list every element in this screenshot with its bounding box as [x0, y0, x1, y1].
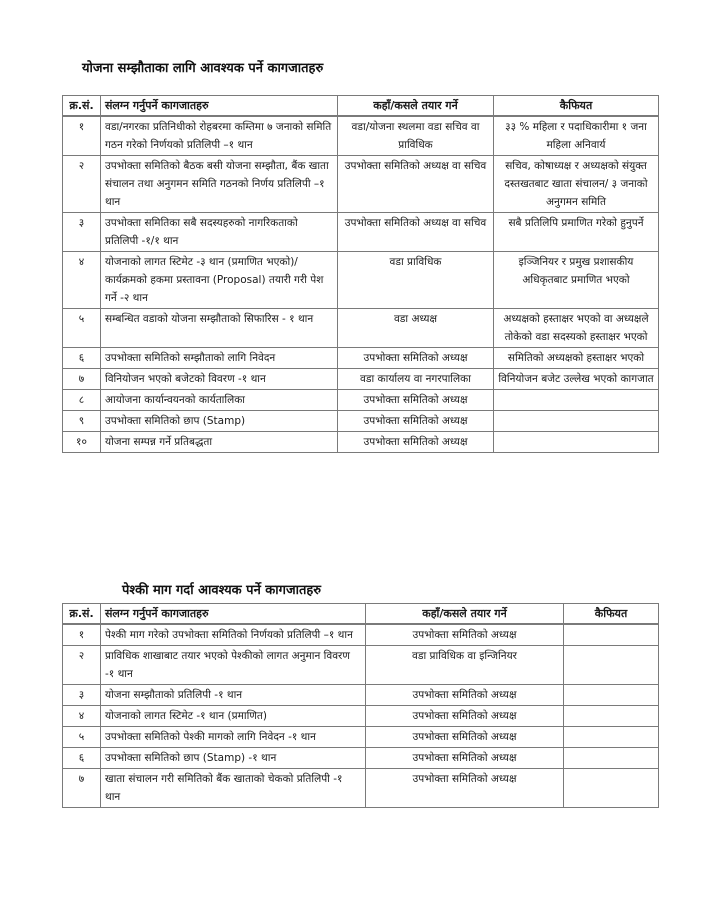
- table-row: [63, 646, 659, 685]
- row-document: उपभोक्ता समितिको छाप (Stamp): [101, 411, 338, 432]
- table-row: [63, 624, 659, 646]
- row-prepared-by: उपभोक्ता समितिको अध्यक्ष: [338, 411, 494, 432]
- row-remark: समितिको अध्यक्षको हस्ताक्षर भएको: [494, 348, 659, 369]
- section2-title: पेश्की माग गर्दा आवश्यक पर्ने कागजातहरु: [122, 583, 322, 598]
- row-remark: ३३ % महिला र पदाधिकारीमा १ जना महिला अनिवार्य: [494, 116, 659, 156]
- row-document: प्राविधिक शाखाबाट तयार भएको पेश्कीको लागत अनुमान विवरण -१ थान: [101, 646, 366, 685]
- row-prepared-by: उपभोक्ता समितिको अध्यक्ष: [338, 432, 494, 453]
- row-serial-number: ४: [63, 706, 101, 727]
- row-prepared-by: वडा अध्यक्ष: [338, 309, 494, 348]
- agreement-documents-table: [62, 95, 659, 453]
- table-row: [63, 706, 659, 727]
- table-row: [63, 432, 659, 453]
- row-prepared-by: उपभोक्ता समितिको अध्यक्ष वा सचिव: [338, 156, 494, 213]
- row-remark: इञ्जिनियर र प्रमुख प्रशासकीय अधिकृतबाट प्रमाणित भएको: [494, 252, 659, 309]
- row-remark: [564, 769, 659, 808]
- row-serial-number: ६: [63, 748, 101, 769]
- row-serial-number: ३: [63, 685, 101, 706]
- header-sn: क्र.सं.: [63, 604, 101, 625]
- row-prepared-by: उपभोक्ता समितिको अध्यक्ष: [366, 727, 564, 748]
- row-document: योजनाको लागत स्टिमेट -१ थान (प्रमाणित): [101, 706, 366, 727]
- section1-title: योजना सम्झौताका लागि आवश्यक पर्ने कागजातहरु: [82, 61, 324, 76]
- row-document: विनियोजन भएको बजेटको विवरण -१ थान: [101, 369, 338, 390]
- row-document: उपभोक्ता समितिका सबै सदस्यहरुको नागरिकताको प्रतिलिपी -१/१ थान: [101, 213, 338, 252]
- row-prepared-by: उपभोक्ता समितिको अध्यक्ष: [366, 685, 564, 706]
- table-row: [63, 213, 659, 252]
- row-remark: अध्यक्षको हस्ताक्षर भएको वा अध्यक्षले तोकेको वडा सदस्यको हस्ताक्षर भएको: [494, 309, 659, 348]
- table-row: [63, 685, 659, 706]
- row-remark: सचिव, कोषाध्यक्ष र अध्यक्षको संयुक्त दस्तखतबाट खाता संचालन/ ३ जनाको अनुगमन समिति: [494, 156, 659, 213]
- table-row: [63, 309, 659, 348]
- header-remarks: कैफियत: [564, 604, 659, 625]
- table-row: [63, 369, 659, 390]
- row-prepared-by: उपभोक्ता समितिको अध्यक्ष: [338, 348, 494, 369]
- row-serial-number: ५: [63, 309, 101, 348]
- header-sn: क्र.सं.: [63, 96, 101, 117]
- row-document: योजना सम्पन्न गर्ने प्रतिबद्धता: [101, 432, 338, 453]
- row-remark: [564, 748, 659, 769]
- row-serial-number: ६: [63, 348, 101, 369]
- table-row: [63, 252, 659, 309]
- row-document: उपभोक्ता समितिको छाप (Stamp) -१ थान: [101, 748, 366, 769]
- row-remark: [564, 706, 659, 727]
- header-documents: संलग्न गर्नुपर्ने कागजातहरु: [101, 96, 338, 117]
- row-serial-number: १: [63, 116, 101, 156]
- header-remarks: कैफियत: [494, 96, 659, 117]
- row-serial-number: ७: [63, 769, 101, 808]
- row-document: योजनाको लागत स्टिमेट -३ थान (प्रमाणित भएको)/कार्यक्रमको हकमा प्रस्तावना (Proposal) तयारी गरी पेश गर्ने -२ थान: [101, 252, 338, 309]
- row-prepared-by: वडा कार्यालय वा नगरपालिका: [338, 369, 494, 390]
- advance-request-documents-table: [62, 603, 659, 808]
- row-remark: [564, 727, 659, 748]
- row-serial-number: ८: [63, 390, 101, 411]
- row-serial-number: २: [63, 646, 101, 685]
- table-row: [63, 727, 659, 748]
- table-row: [63, 411, 659, 432]
- row-serial-number: ७: [63, 369, 101, 390]
- row-serial-number: ५: [63, 727, 101, 748]
- row-serial-number: १०: [63, 432, 101, 453]
- table-header-row: [63, 604, 659, 625]
- row-prepared-by: उपभोक्ता समितिको अध्यक्ष: [366, 624, 564, 646]
- row-document: वडा/नगरका प्रतिनिधीको रोहबरमा कम्तिमा ७ जनाको समिति गठन गरेको निर्णयको प्रतिलिपी –१ थान: [101, 116, 338, 156]
- header-documents: संलग्न गर्नुपर्ने कागजातहरु: [101, 604, 366, 625]
- row-remark: [564, 624, 659, 646]
- row-remark: [494, 432, 659, 453]
- row-serial-number: १: [63, 624, 101, 646]
- row-prepared-by: उपभोक्ता समितिको अध्यक्ष वा सचिव: [338, 213, 494, 252]
- header-prepared-by: कहाँ/कसले तयार गर्ने: [338, 96, 494, 117]
- row-prepared-by: उपभोक्ता समितिको अध्यक्ष: [338, 390, 494, 411]
- row-document: उपभोक्ता समितिको बैठक बसी योजना सम्झौता, बैंक खाता संचालन तथा अनुगमन समिति गठनको निर्णय प्रतिलिपी –१ थान: [101, 156, 338, 213]
- row-document: उपभोक्ता समितिको पेश्की मागको लागि निवेदन -१ थान: [101, 727, 366, 748]
- row-document: सम्बन्धित वडाको योजना सम्झौताको सिफारिस - १ थान: [101, 309, 338, 348]
- row-remark: [494, 411, 659, 432]
- row-document: खाता संचालन गरी समितिको बैंक खाताको चेकको प्रतिलिपी -१ थान: [101, 769, 366, 808]
- row-prepared-by: उपभोक्ता समितिको अध्यक्ष: [366, 769, 564, 808]
- table-row: [63, 348, 659, 369]
- table-row: [63, 390, 659, 411]
- row-document: आयोजना कार्यान्वयनको कार्यतालिका: [101, 390, 338, 411]
- row-serial-number: ९: [63, 411, 101, 432]
- row-prepared-by: वडा प्राविधिक: [338, 252, 494, 309]
- table-row: [63, 748, 659, 769]
- table-header-row: [63, 96, 659, 117]
- row-remark: विनियोजन बजेट उल्लेख भएको कागजात: [494, 369, 659, 390]
- table-row: [63, 156, 659, 213]
- row-prepared-by: उपभोक्ता समितिको अध्यक्ष: [366, 748, 564, 769]
- row-remark: सबै प्रतिलिपि प्रमाणित गरेको हुनुपर्ने: [494, 213, 659, 252]
- row-document: योजना सम्झौताको प्रतिलिपी -१ थान: [101, 685, 366, 706]
- row-document: उपभोक्ता समितिको सम्झौताको लागि निवेदन: [101, 348, 338, 369]
- header-prepared-by: कहाँ/कसले तयार गर्ने: [366, 604, 564, 625]
- row-serial-number: २: [63, 156, 101, 213]
- row-prepared-by: उपभोक्ता समितिको अध्यक्ष: [366, 706, 564, 727]
- row-serial-number: ४: [63, 252, 101, 309]
- table-row: [63, 769, 659, 808]
- row-document: पेश्की माग गरेको उपभोक्ता समितिको निर्णयको प्रतिलिपी –१ थान: [101, 624, 366, 646]
- row-remark: [564, 646, 659, 685]
- row-prepared-by: वडा/योजना स्थलमा वडा सचिव वा प्राविधिक: [338, 116, 494, 156]
- table-row: [63, 116, 659, 156]
- row-remark: [564, 685, 659, 706]
- row-serial-number: ३: [63, 213, 101, 252]
- row-remark: [494, 390, 659, 411]
- row-prepared-by: वडा प्राविधिक वा इन्जिनियर: [366, 646, 564, 685]
